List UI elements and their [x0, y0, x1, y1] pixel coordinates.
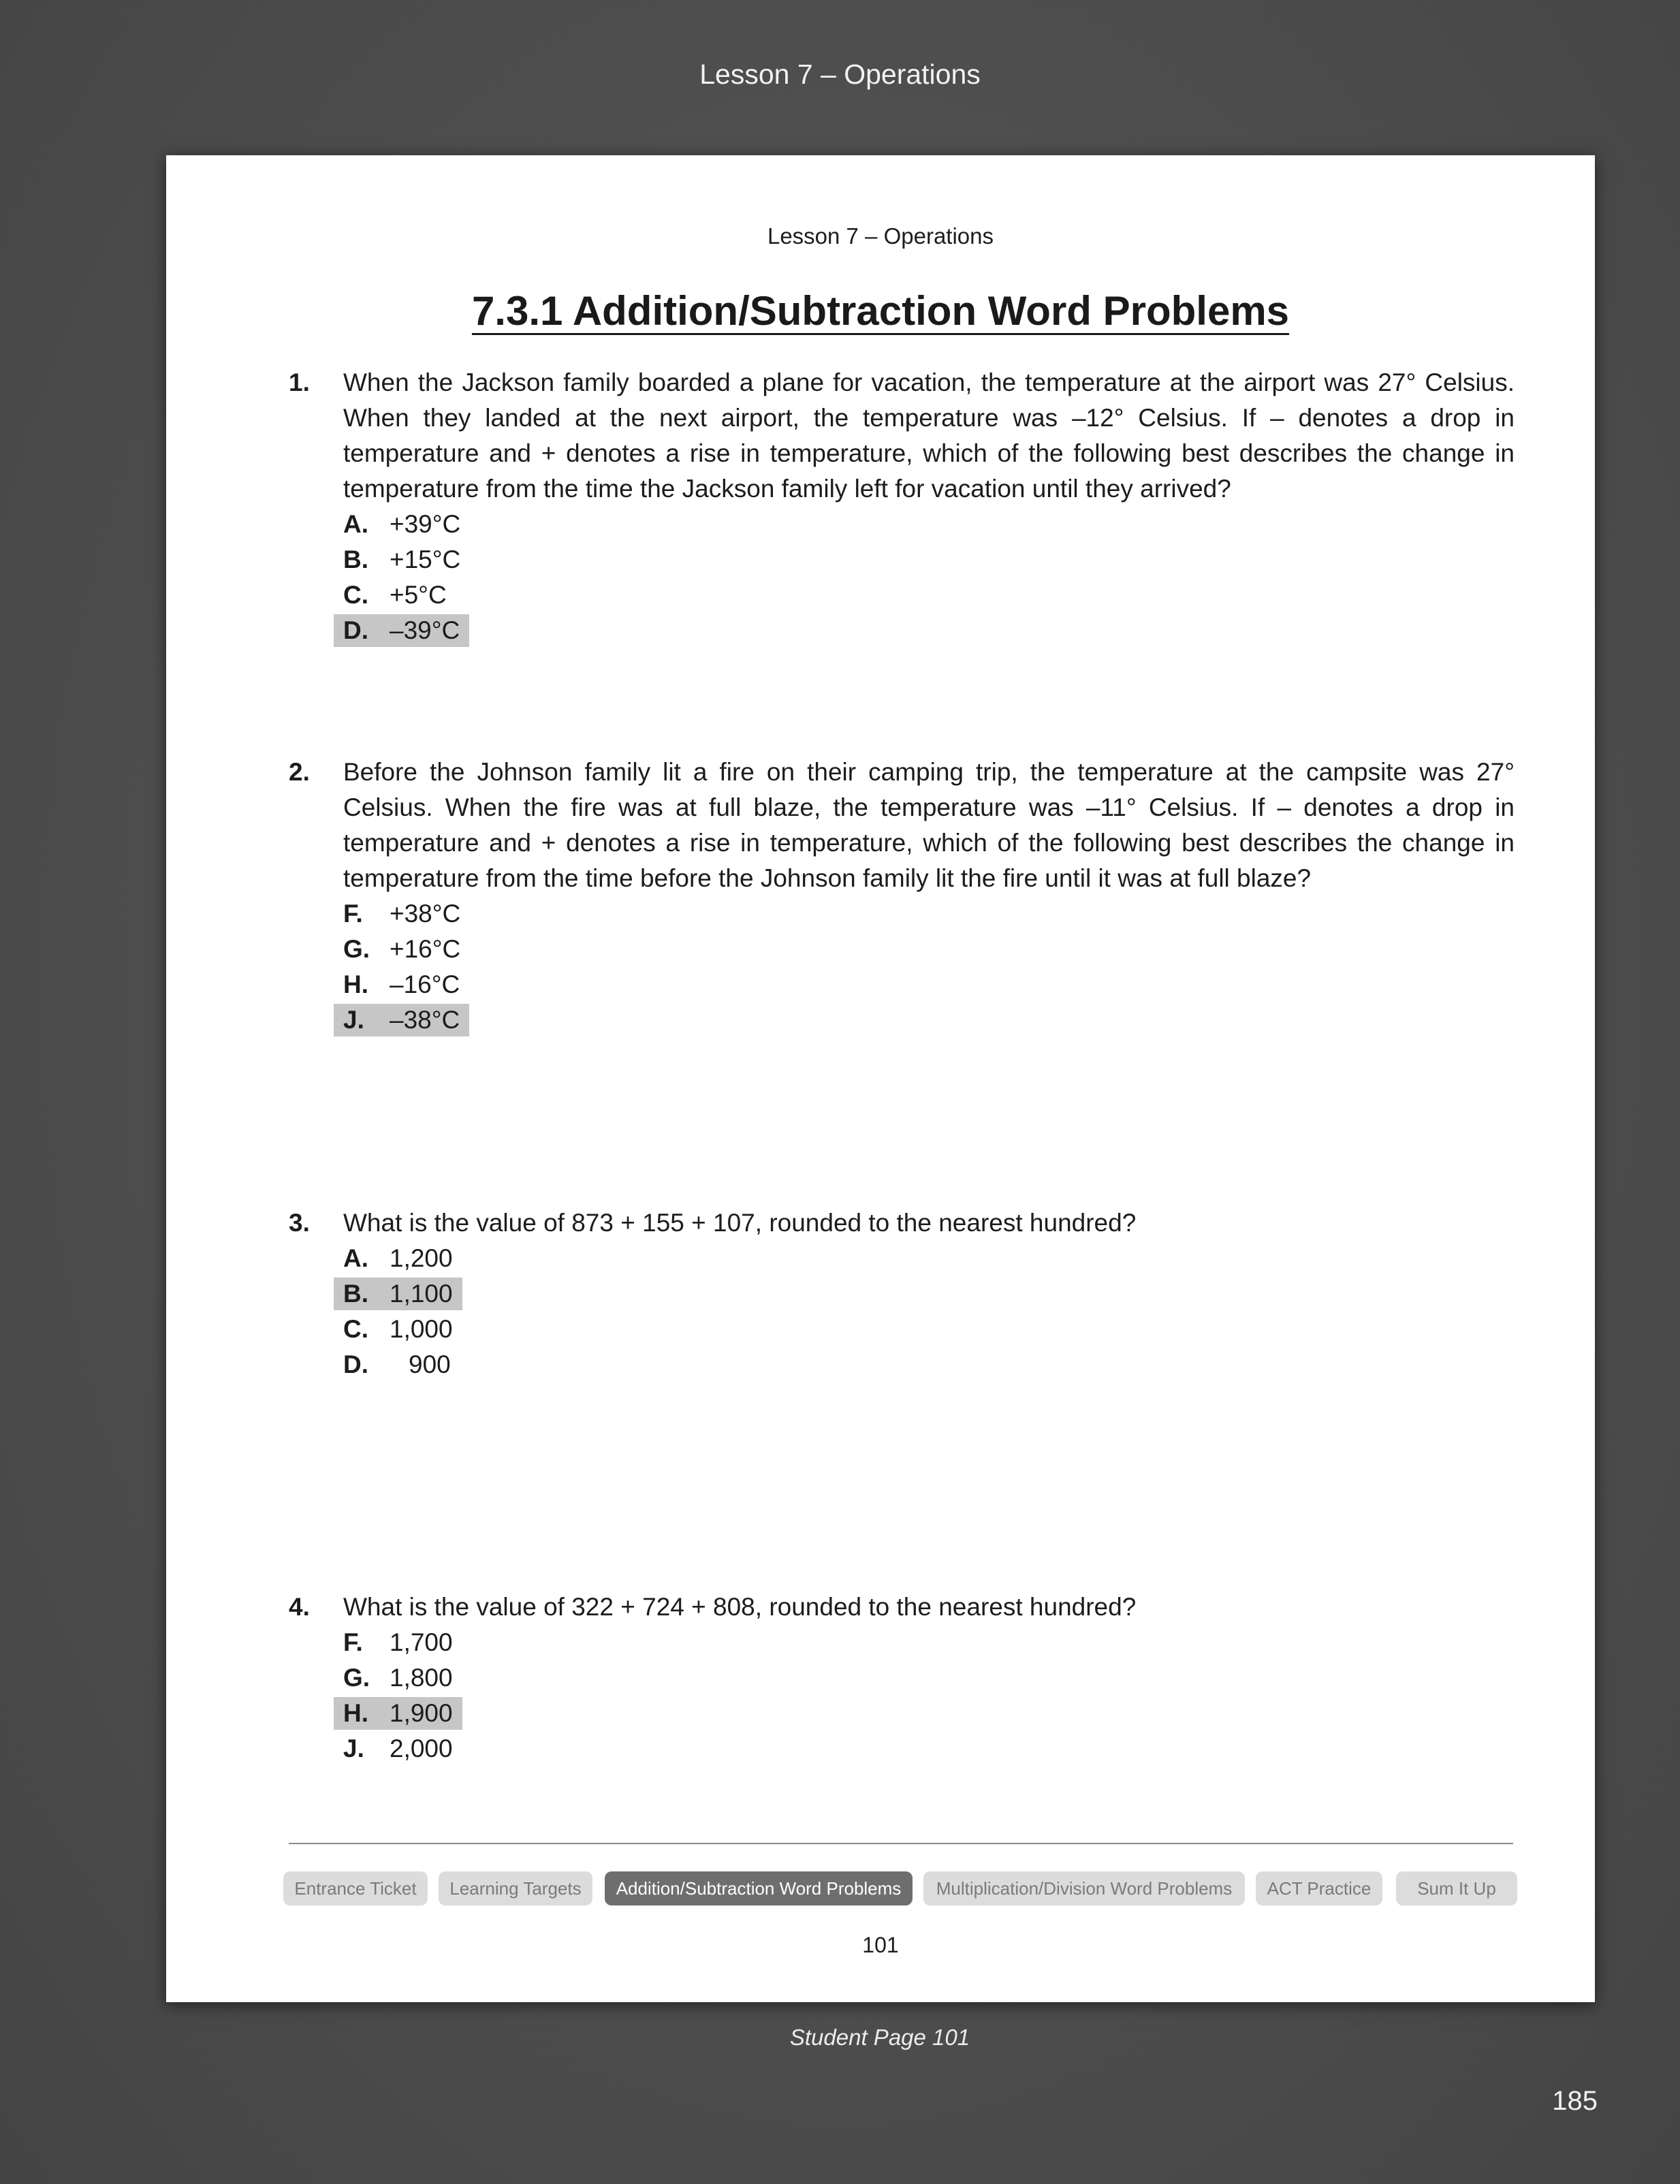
answer-choice[interactable] — [343, 1731, 1515, 1767]
choice-letter: B. — [343, 545, 368, 573]
choice-letter: J. — [343, 1735, 364, 1762]
question-text: What is the value of 873 + 155 + 107, rounded to the nearest hundred? — [343, 1209, 1137, 1237]
question-3 — [289, 1205, 1515, 1382]
choice-value: –38°C — [390, 1006, 460, 1034]
footer-divider — [289, 1843, 1513, 1844]
section-title-text: 7.3.1 Addition/Subtraction Word Problems — [471, 288, 1290, 334]
answer-choices — [343, 507, 1515, 648]
answer-choices — [343, 1625, 1515, 1767]
choice-letter: C. — [343, 1315, 368, 1343]
choice-value: –16°C — [390, 970, 460, 998]
answer-choice[interactable] — [343, 1241, 1515, 1276]
nav-tab-addition-subtraction[interactable]: Addition/Subtraction Word Problems — [605, 1871, 913, 1905]
choice-letter: A. — [343, 1244, 368, 1272]
book-page-number: 185 — [1552, 2086, 1598, 2116]
question-text: What is the value of 322 + 724 + 808, rounded to the nearest hundred? — [343, 1593, 1137, 1621]
section-title — [166, 287, 1595, 334]
student-page-sheet — [166, 155, 1595, 2002]
choice-letter: D. — [343, 1350, 368, 1378]
choice-letter: F. — [343, 1628, 363, 1656]
choice-letter: F. — [343, 900, 363, 928]
choice-letter: D. — [343, 616, 368, 644]
choice-letter: H. — [343, 970, 368, 998]
choice-letter: A. — [343, 510, 368, 538]
choice-value: 1,800 — [390, 1664, 453, 1692]
choice-letter: J. — [343, 1006, 364, 1034]
nav-tab-sum-it-up[interactable]: Sum It Up — [1396, 1871, 1517, 1905]
choice-value: 2,000 — [390, 1735, 453, 1762]
choice-value: 1,200 — [390, 1244, 453, 1272]
choice-value: +15°C — [390, 545, 461, 573]
student-page-label: Student Page 101 — [789, 2025, 970, 2050]
choice-value: 900 — [409, 1350, 451, 1378]
question-text: Before the Johnson family lit a fire on their camping trip, the temperature at the campsite was 27° Celsius. When the fire was at full blaze, the temperature was –11° Celsius. If – denotes a drop in temperature and + denotes a rise in temperature, which of the following best describes the change in temperature from the time before the Johnson family lit the fire until it was at full blaze? — [343, 758, 1515, 892]
choice-letter: C. — [343, 581, 368, 609]
question-1 — [289, 365, 1515, 648]
answer-choice-highlighted[interactable] — [343, 1276, 1515, 1312]
choice-value: 1,700 — [390, 1628, 453, 1656]
answer-choice[interactable] — [343, 507, 1515, 542]
choice-value: 1,900 — [390, 1699, 453, 1727]
nav-tab-entrance-ticket[interactable]: Entrance Ticket — [283, 1871, 428, 1905]
question-number: 1. — [289, 368, 310, 396]
question-number: 4. — [289, 1593, 310, 1621]
answer-choice[interactable] — [343, 577, 1515, 613]
answer-choice[interactable] — [343, 896, 1515, 932]
answer-choice[interactable] — [343, 1660, 1515, 1696]
choice-letter: G. — [343, 1664, 370, 1692]
question-text: When the Jackson family boarded a plane for vacation, the temperature at the airport was 27° Celsius. When they landed at the next airport, the temperature was –12° Celsius. If – denotes a drop in temperature and + denotes a rise in temperature, which of the following best describes the change in temperature from the time the Jackson family left for vacation until they arrived? — [343, 368, 1515, 503]
choice-value: +39°C — [390, 510, 461, 538]
answer-choice[interactable] — [343, 932, 1515, 967]
page-lesson-header: Lesson 7 – Operations — [767, 223, 994, 249]
choice-value: –39°C — [390, 616, 460, 644]
choice-value: +38°C — [390, 900, 461, 928]
answer-choice-highlighted[interactable] — [343, 1002, 1515, 1038]
outer-lesson-header: Lesson 7 – Operations — [699, 59, 981, 90]
nav-tab-learning-targets[interactable]: Learning Targets — [439, 1871, 592, 1905]
answer-choice[interactable] — [343, 1625, 1515, 1660]
answer-choices — [343, 1241, 1515, 1382]
choice-value: +5°C — [390, 581, 447, 609]
lesson-nav-bar — [283, 1871, 1520, 1907]
choice-value: 1,100 — [390, 1280, 453, 1308]
answer-choices — [343, 896, 1515, 1038]
question-number: 3. — [289, 1209, 310, 1237]
student-page-number: 101 — [862, 1933, 899, 1957]
answer-choice-highlighted[interactable] — [343, 613, 1515, 648]
choice-letter: G. — [343, 935, 370, 963]
question-4 — [289, 1589, 1515, 1767]
choice-letter: B. — [343, 1280, 368, 1308]
nav-tab-act-practice[interactable]: ACT Practice — [1256, 1871, 1382, 1905]
choice-value: 1,000 — [390, 1315, 453, 1343]
nav-tab-multiplication-division[interactable]: Multiplication/Division Word Problems — [923, 1871, 1245, 1905]
answer-choice[interactable] — [343, 967, 1515, 1002]
answer-choice-highlighted[interactable] — [343, 1696, 1515, 1731]
question-number: 2. — [289, 758, 310, 786]
answer-choice[interactable] — [343, 1312, 1515, 1347]
answer-choice[interactable] — [343, 542, 1515, 577]
question-2 — [289, 755, 1515, 1038]
choice-value: +16°C — [390, 935, 461, 963]
choice-letter: H. — [343, 1699, 368, 1727]
answer-choice[interactable] — [343, 1347, 1515, 1382]
